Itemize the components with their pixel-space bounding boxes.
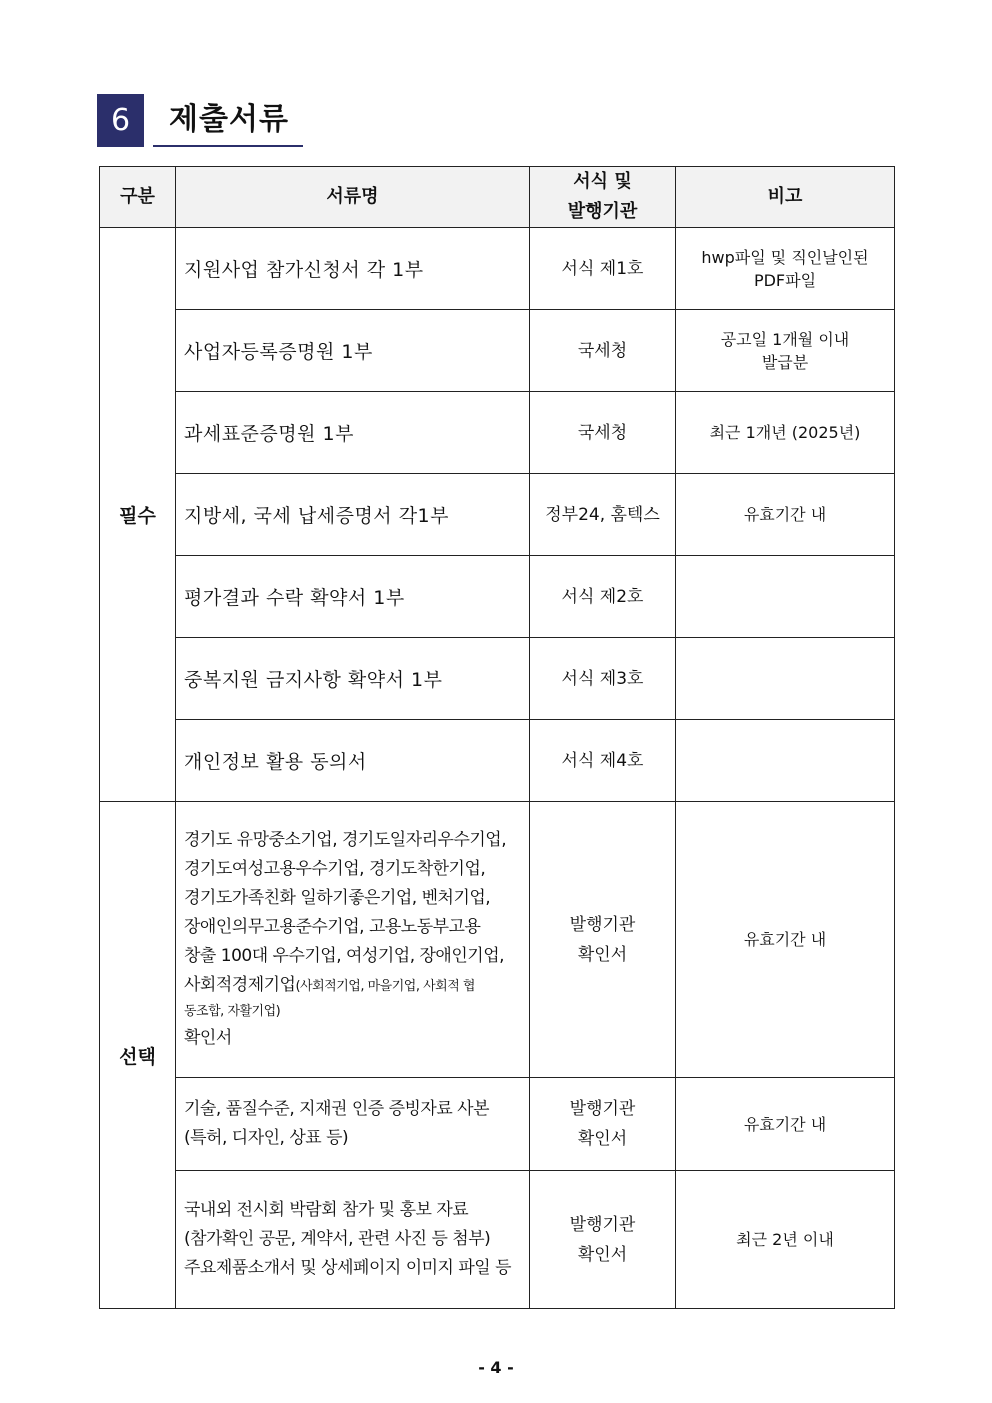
category-optional: 선택 (100, 802, 176, 1309)
header-category: 구분 (100, 167, 176, 228)
section-underline (153, 145, 303, 147)
doc-name: 과세표준증명원 1부 (176, 392, 530, 474)
doc-name-line: 경기도 유망중소기업, 경기도일자리우수기업, (184, 830, 507, 850)
doc-note: 최근 1개년 (2025년) (676, 392, 895, 474)
doc-note: 최근 2년 이내 (676, 1171, 895, 1309)
table-header-row (100, 167, 895, 228)
doc-note (676, 228, 895, 310)
table-row (100, 310, 895, 392)
table-row (100, 802, 895, 1078)
doc-note-line1: 공고일 1개월 이내 (720, 329, 850, 349)
section-header (97, 94, 317, 150)
table-row (100, 720, 895, 802)
header-note: 비고 (676, 167, 895, 228)
header-issuer-line1: 서식 및 (573, 171, 632, 192)
doc-name-line (184, 971, 523, 1000)
doc-note-line2: PDF파일 (753, 270, 817, 290)
table-row (100, 1171, 895, 1309)
doc-name-line: 주요제품소개서 및 상세페이지 이미지 파일 등 (184, 1258, 512, 1278)
table-row (100, 474, 895, 556)
doc-name-line: (특허, 디자인, 상표 등) (184, 1128, 349, 1148)
doc-issuer (530, 802, 676, 1078)
doc-name: 개인정보 활용 동의서 (176, 720, 530, 802)
doc-name-line: (참가확인 공문, 계약서, 관련 사진 등 첨부) (184, 1229, 491, 1249)
section-number-badge: 6 (97, 94, 144, 147)
doc-name-line: 경기도여성고용우수기업, 경기도착한기업, (184, 859, 486, 879)
doc-issuer-line1: 발행기관 (569, 914, 636, 935)
doc-issuer: 정부24, 홈텍스 (530, 474, 676, 556)
documents-table (99, 166, 895, 1309)
doc-note (676, 638, 895, 720)
doc-name: 사업자등록증명원 1부 (176, 310, 530, 392)
doc-issuer: 국세청 (530, 310, 676, 392)
doc-name (176, 802, 530, 1078)
category-required: 필수 (100, 228, 176, 802)
table-row (100, 228, 895, 310)
table-row (100, 392, 895, 474)
doc-note-line2: 발급분 (761, 352, 809, 372)
doc-name-line: 창출 100대 우수기업, 여성기업, 장애인기업, (184, 946, 505, 966)
doc-issuer-line2: 확인서 (577, 1244, 628, 1265)
table-row (100, 638, 895, 720)
doc-issuer (530, 1171, 676, 1309)
doc-name (176, 1171, 530, 1309)
page-number: - 4 - (478, 1358, 514, 1377)
doc-issuer: 서식 제1호 (530, 228, 676, 310)
doc-name-line: 경기도가족친화 일하기좋은기업, 벤처기업, (184, 888, 491, 908)
doc-note-line1: hwp파일 및 직인날인된 (701, 247, 869, 267)
doc-issuer: 서식 제3호 (530, 638, 676, 720)
doc-note (676, 556, 895, 638)
doc-issuer (530, 1078, 676, 1171)
doc-issuer: 서식 제2호 (530, 556, 676, 638)
doc-name-small: (사회적기업, 마을기업, 사회적 협 (295, 979, 475, 994)
doc-note (676, 720, 895, 802)
section-title: 제출서류 (169, 102, 289, 137)
doc-issuer-line2: 확인서 (577, 944, 628, 965)
table-row (100, 1078, 895, 1171)
doc-name-line: 기술, 품질수준, 지재권 인증 증빙자료 사본 (184, 1099, 490, 1119)
header-issuer-line2: 발행기관 (567, 201, 638, 222)
doc-name (176, 1078, 530, 1171)
doc-name-main: 사회적경제기업 (184, 975, 296, 995)
doc-issuer: 서식 제4호 (530, 720, 676, 802)
doc-name-line: 장애인의무고용준수기업, 고용노동부고용 (184, 917, 481, 937)
doc-issuer-line1: 발행기관 (569, 1214, 636, 1235)
doc-name: 평가결과 수락 확약서 1부 (176, 556, 530, 638)
doc-name-small-line: 동조합, 자활기업) (184, 1004, 281, 1019)
doc-issuer-line1: 발행기관 (569, 1099, 636, 1119)
doc-issuer: 국세청 (530, 392, 676, 474)
doc-name-line: 확인서 (184, 1028, 232, 1048)
doc-note: 유효기간 내 (676, 1078, 895, 1171)
doc-name: 지원사업 참가신청서 각 1부 (176, 228, 530, 310)
doc-name: 지방세, 국세 납세증명서 각1부 (176, 474, 530, 556)
doc-note: 유효기간 내 (676, 802, 895, 1078)
header-issuer (530, 167, 676, 228)
table-row (100, 556, 895, 638)
doc-issuer-line2: 확인서 (577, 1129, 628, 1149)
header-name: 서류명 (176, 167, 530, 228)
doc-note (676, 310, 895, 392)
doc-note: 유효기간 내 (676, 474, 895, 556)
doc-name: 중복지원 금지사항 확약서 1부 (176, 638, 530, 720)
doc-name-line: 국내외 전시회 박람회 참가 및 홍보 자료 (184, 1200, 469, 1220)
